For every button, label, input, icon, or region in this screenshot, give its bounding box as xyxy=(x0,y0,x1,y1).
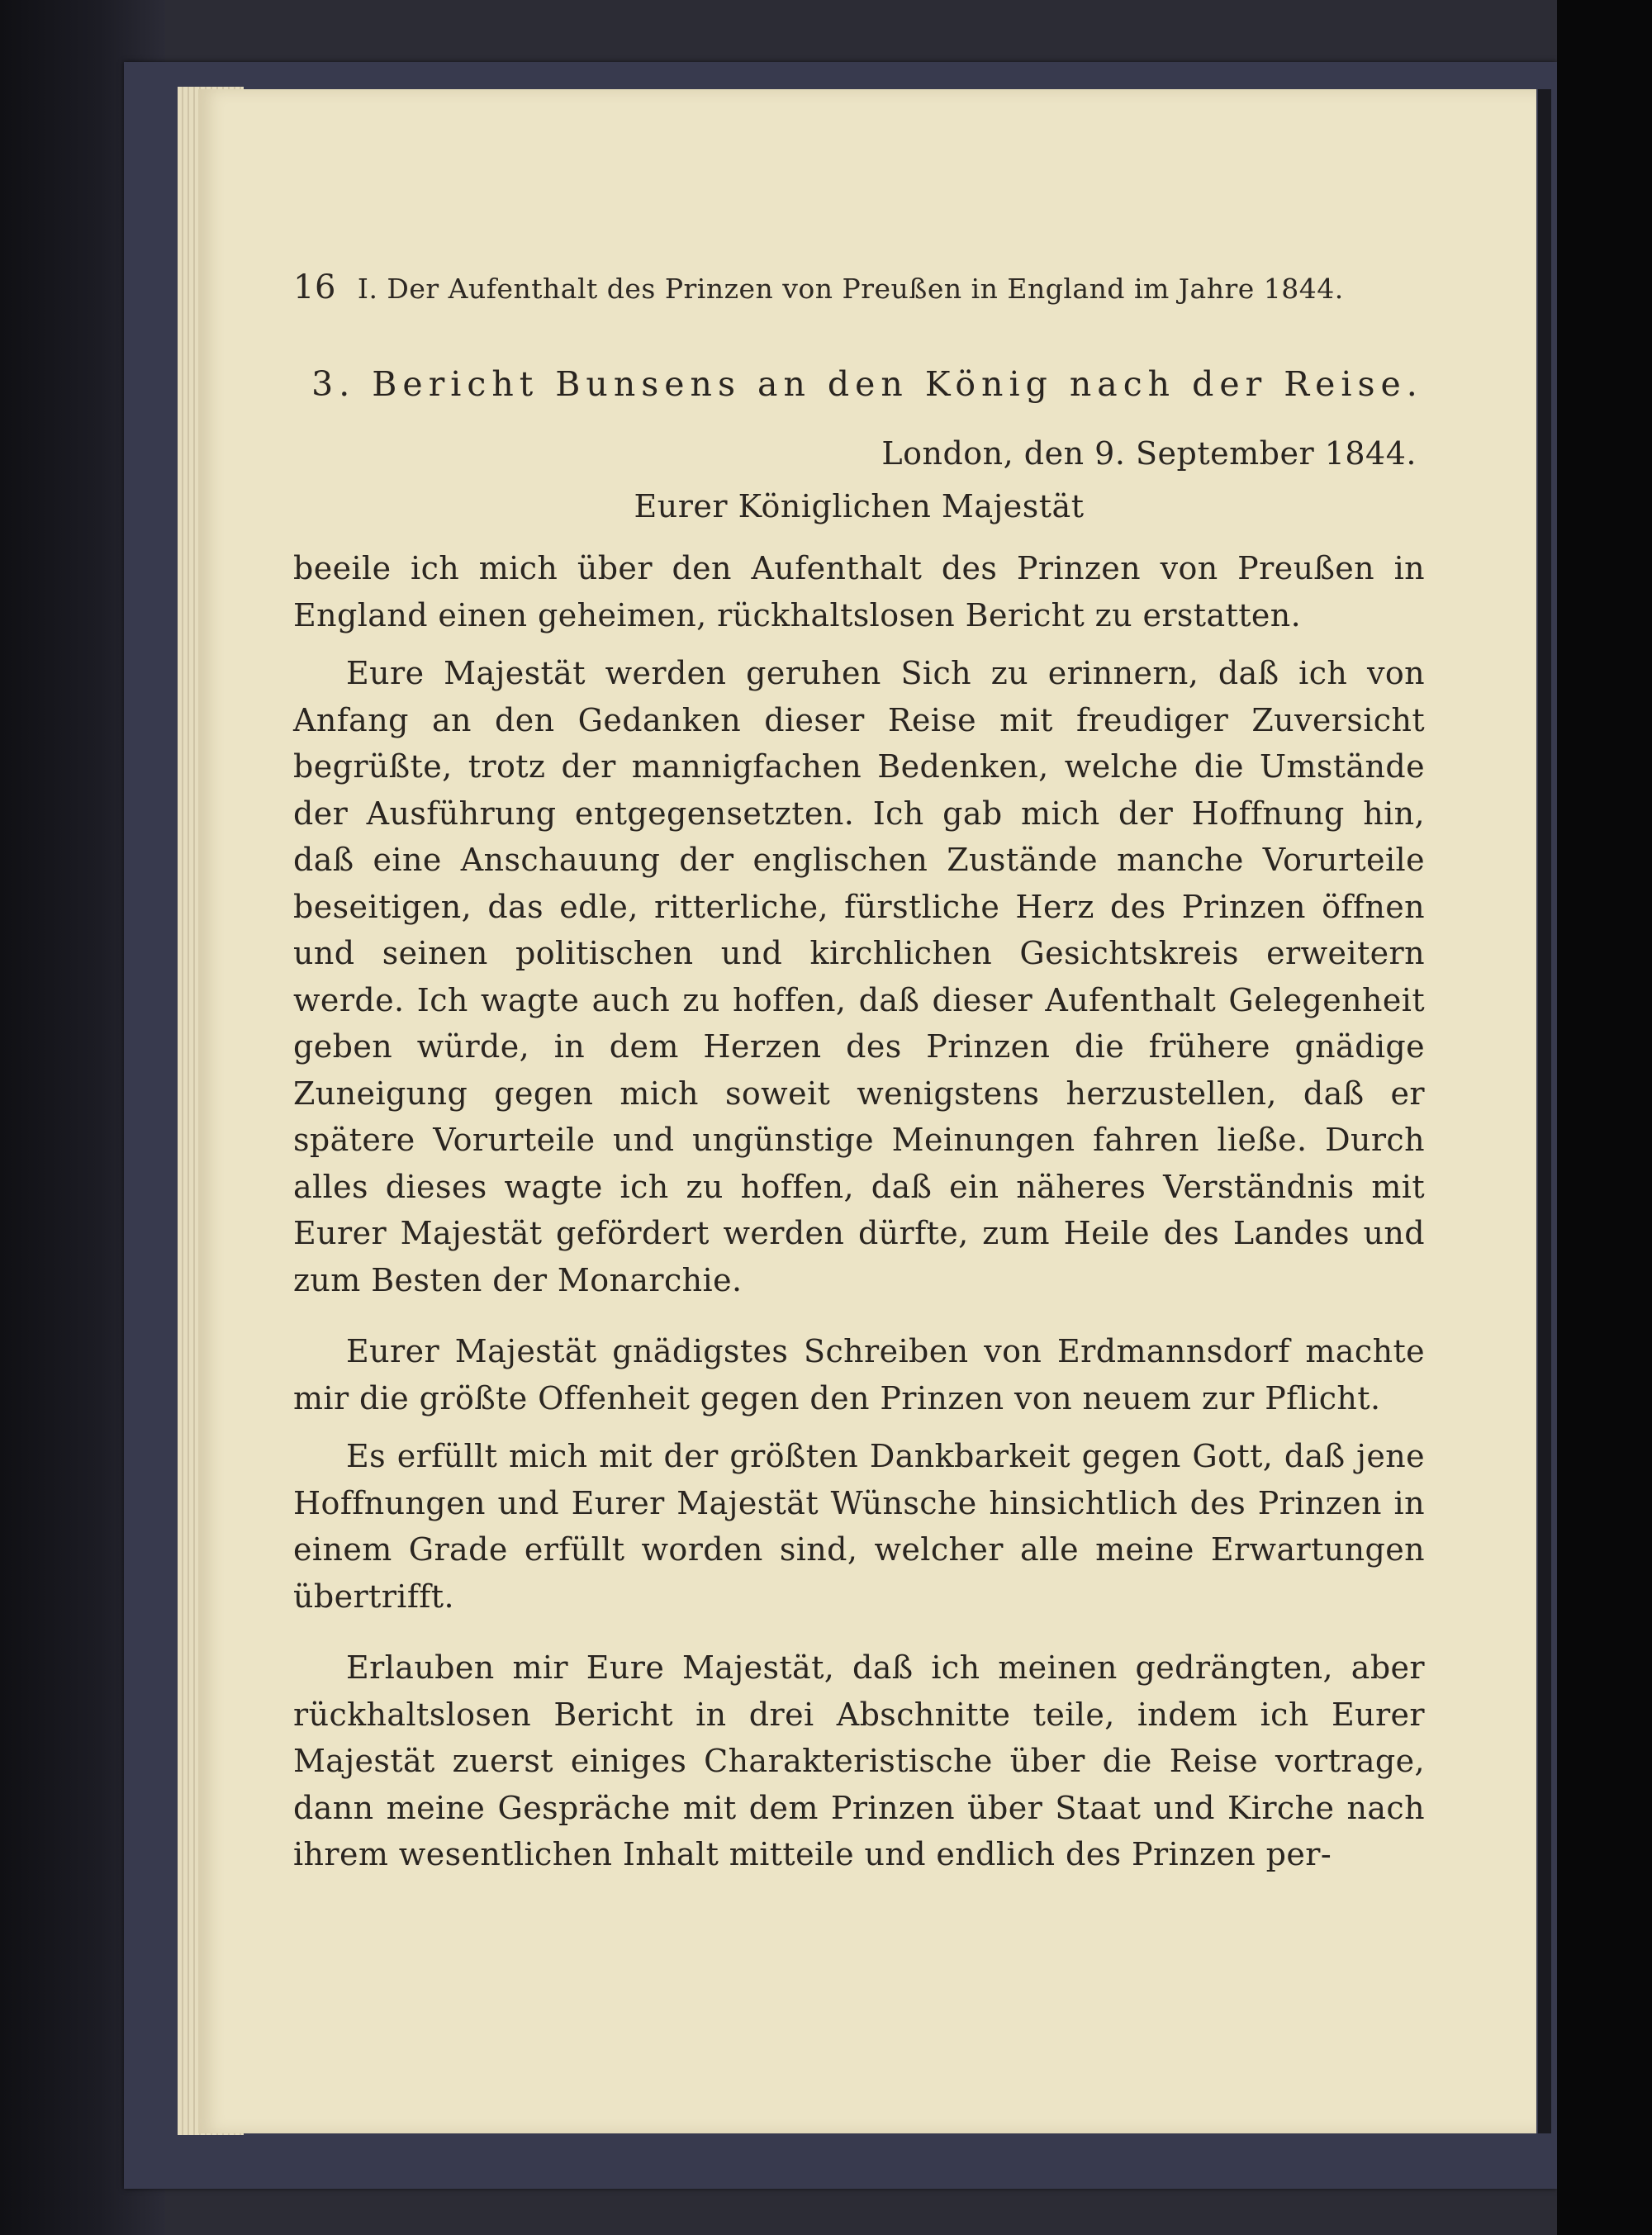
running-head-title: I. Der Aufenthalt des Prinzen von Preußen in England im Jahre 1844. xyxy=(357,273,1344,305)
page-gutter-shadow xyxy=(1538,89,1551,2133)
page-number: 16 xyxy=(293,268,336,306)
paragraph-4: Es erfüllt mich mit der größten Dankbarkeit gegen Gott, daß jene Hoffnungen und Eurer Majestät Wünsche hinsichtlich des Prinzen in einem Grade erfüllt worden sind, welcher alle meine Erwartungen übertrifft. xyxy=(293,1438,1425,1615)
paragraph-1: beeile ich mich über den Aufenthalt des Prinzen von Preußen in England einen geheimen, rückhaltslosen Bericht zu erstatten. xyxy=(293,550,1425,633)
page-content xyxy=(293,248,1425,1878)
paragraph-3: Eurer Majestät gnädigstes Schreiben von Erdmannsdorf machte mir die größte Offenheit gegen den Prinzen von neuem zur Pflicht. xyxy=(293,1333,1425,1416)
running-head xyxy=(293,268,1425,306)
letter-dateline: London, den 9. September 1844. xyxy=(881,435,1417,472)
paragraph-2: Eure Majestät werden geruhen Sich zu erinnern, daß ich von Anfang an den Gedanken dieser Reise mit freudiger Zuversicht begrüßte, trotz der mannigfachen Bedenken, welche die Umstände der Ausführung entgegensetzten. Ich gab mich der Hoffnung hin, daß eine Anschauung der englischen Zustände manche Vorurteile beseitigen, das edle, ritterliche, fürstliche Herz des Prinzen öffnen und seinen politischen und kirchlichen Gesichtskreis erweitern werde. Ich wagte auch zu hoffen, daß dieser Aufenthalt Gelegenheit geben würde, in dem Herzen des Prinzen die frühere gnädige Zuneigung gegen mich soweit wenigstens herzustellen, daß er spätere Vorurteile und ungünstige Meinungen fahren ließe. Durch alles dieses wagte ich zu hoffen, daß ein näheres Verständnis mit Eurer Majestät gefördert werden dürfte, zum Heile des Landes und zum Besten der Monarchie. xyxy=(293,655,1425,1298)
scan-background-right xyxy=(1557,0,1652,2235)
section-title: 3. Bericht Bunsens an den König nach der Reise. xyxy=(311,364,1423,404)
letter-salutation: Eurer Königlichen Majestät xyxy=(634,488,1085,524)
paragraph-5: Erlauben mir Eure Majestät, daß ich meinen gedrängten, aber rückhaltslosen Bericht in drei Abschnitte teile, indem ich Eurer Majestät zuerst einiges Charakteristische über die Reise vortrage, dann meine Gespräche mit dem Prinzen über Staat und Kirche nach ihrem wesentlichen Inhalt mitteile und endlich des Prinzen per- xyxy=(293,1649,1425,1872)
